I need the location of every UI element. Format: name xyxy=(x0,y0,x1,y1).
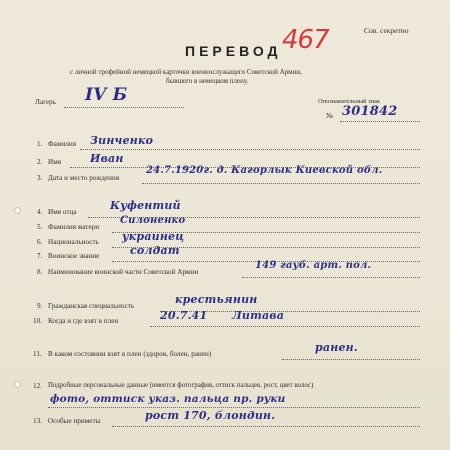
field-2-label: Имя xyxy=(48,158,62,166)
field-12-label: Подробные персональные данные (имеется фотография, оттиск пальцев, рост, цвет волос) xyxy=(48,382,314,389)
field-9-label: Гражданская специальность xyxy=(48,302,135,310)
field-1-number: 1. xyxy=(37,140,43,148)
field-13-label: Особые приметы xyxy=(48,417,101,425)
document-number-stamp: 467 xyxy=(282,25,329,55)
field-capture-date-value: 20.7.41 xyxy=(160,309,208,322)
field-capture-place-value: Литава xyxy=(232,309,285,322)
field-mother-value: Силоненко xyxy=(120,215,186,226)
field-10-label: Когда и где взят в плен xyxy=(48,317,119,325)
field-rank-value: солдат xyxy=(130,244,180,257)
field-6-label: Национальность xyxy=(48,238,99,246)
field-unit-value: 149 гауб. арт. пол. xyxy=(255,260,372,271)
field-13-number: 13. xyxy=(33,417,42,425)
field-11-number: 11. xyxy=(33,350,42,358)
badge-label: Опознавательный знак xyxy=(318,98,380,105)
subtitle-line-1: с личной трофейной немецкой карточки военнослужащего Советской Армии, xyxy=(70,68,302,76)
field-13-line xyxy=(112,426,420,427)
field-3-number: 3. xyxy=(37,174,43,182)
field-nationality-value: украинец xyxy=(122,230,185,243)
badge-value: 301842 xyxy=(342,104,398,119)
field-8-number: 8. xyxy=(37,268,43,276)
field-8-label: Наименование воинской части Советской Армии xyxy=(48,268,199,276)
punch-hole-bottom xyxy=(14,381,21,388)
field-10-number: 10. xyxy=(33,317,42,325)
subtitle-line-2: бывшего в немецком плену. xyxy=(166,77,249,85)
field-father-value: Куфентий xyxy=(110,199,181,212)
field-12-number: 12. xyxy=(33,382,42,390)
field-3-line xyxy=(142,183,420,184)
field-3-label: Дата и место рождения xyxy=(48,174,120,182)
camp-line xyxy=(64,107,184,108)
field-8-line xyxy=(242,277,420,278)
field-5-label: Фамилия матери xyxy=(48,223,100,231)
classification-mark: Сов. секретно xyxy=(364,26,409,35)
field-birth-value: 24.7.1920г. д. Кагорлык Киевской обл. xyxy=(146,165,383,176)
field-personal-data-value: фото, оттиск указ. пальца пр. руки xyxy=(50,393,286,405)
camp-label: Лагерь xyxy=(35,98,56,106)
field-occupation-value: крестьянин xyxy=(175,293,258,306)
badge-line xyxy=(340,121,420,122)
field-5-number: 5. xyxy=(37,223,43,231)
field-12-line xyxy=(48,407,420,408)
field-9-number: 9. xyxy=(37,302,43,310)
field-name-value: Иван xyxy=(90,152,124,165)
field-6-number: 6. xyxy=(37,238,43,246)
field-7-number: 7. xyxy=(37,252,43,260)
field-1-label: Фамилия xyxy=(48,140,77,148)
field-4-number: 4. xyxy=(37,208,43,216)
punch-hole-top xyxy=(14,207,21,214)
field-11-label: В каком состоянии взят в плен (здоров, болен, ранен) xyxy=(48,350,212,358)
badge-prefix: № xyxy=(326,112,333,120)
field-11-line xyxy=(282,359,420,360)
field-10-line xyxy=(150,326,420,327)
field-4-label: Имя отца xyxy=(48,208,77,216)
field-features-value: рост 170, блондин. xyxy=(145,409,276,422)
field-condition-value: ранен. xyxy=(315,341,358,354)
field-surname-value: Зинченко xyxy=(90,134,154,147)
document-title: ПЕРЕВОД xyxy=(185,43,282,59)
field-7-label: Воинское звание xyxy=(48,252,100,260)
field-2-number: 2. xyxy=(37,158,43,166)
camp-value: IV Б xyxy=(85,85,128,105)
field-1-line xyxy=(80,149,420,150)
